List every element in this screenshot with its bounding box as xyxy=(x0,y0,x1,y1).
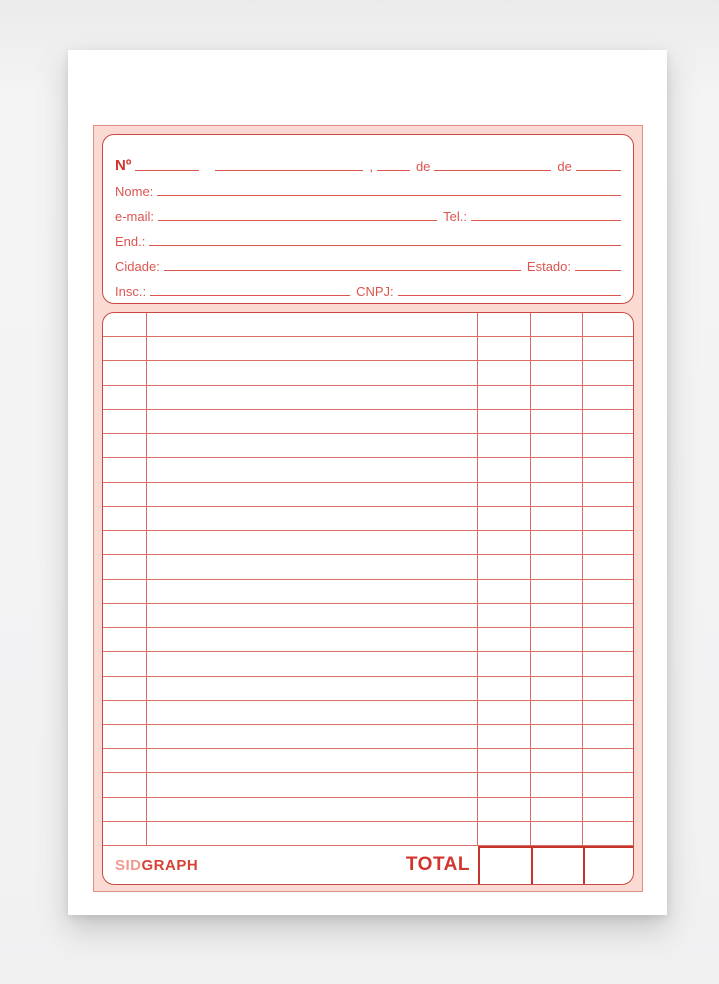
table-cell-amount xyxy=(583,798,633,821)
table-cell-quantity xyxy=(478,313,531,336)
header-row-insc-cnpj xyxy=(115,274,621,299)
email-label: e-mail: xyxy=(115,208,155,224)
nome-label: Nome: xyxy=(115,183,154,199)
table-row xyxy=(103,822,633,846)
footer-left xyxy=(103,846,478,884)
table-cell-description xyxy=(147,773,478,796)
table-cell-item-number xyxy=(103,458,147,481)
table-cell-quantity xyxy=(478,725,531,748)
table-cell-unit-price xyxy=(531,313,583,336)
end-blank-line xyxy=(149,244,621,246)
table-cell-amount xyxy=(583,361,633,384)
cidade-label: Cidade: xyxy=(115,258,160,274)
table-cell-quantity xyxy=(478,531,531,554)
table-row xyxy=(103,386,633,410)
table-cell-amount xyxy=(583,483,633,506)
table-footer xyxy=(103,846,633,884)
items-table xyxy=(102,312,634,885)
end-label: End.: xyxy=(115,233,146,249)
table-cell-item-number xyxy=(103,531,147,554)
table-cell-description xyxy=(147,313,478,336)
table-cell-description xyxy=(147,652,478,675)
table-cell-quantity xyxy=(478,386,531,409)
table-cell-unit-price xyxy=(531,337,583,360)
table-row xyxy=(103,507,633,531)
table-cell-unit-price xyxy=(531,798,583,821)
table-row xyxy=(103,531,633,555)
table-row xyxy=(103,725,633,749)
table-cell-item-number xyxy=(103,725,147,748)
table-rows xyxy=(103,313,633,846)
table-cell-description xyxy=(147,337,478,360)
table-cell-item-number xyxy=(103,628,147,651)
year-blank-line xyxy=(576,169,621,171)
tel-label: Tel.: xyxy=(443,208,467,224)
estado-label: Estado: xyxy=(526,258,571,274)
table-cell-description xyxy=(147,628,478,651)
table-cell-item-number xyxy=(103,701,147,724)
table-cell-item-number xyxy=(103,410,147,433)
table-row xyxy=(103,580,633,604)
header-row-cidade-estado xyxy=(115,249,621,274)
table-cell-description xyxy=(147,701,478,724)
table-cell-unit-price xyxy=(531,531,583,554)
comma-text: , xyxy=(369,158,373,174)
table-row xyxy=(103,604,633,628)
table-cell-amount xyxy=(583,410,633,433)
table-cell-quantity xyxy=(478,773,531,796)
table-cell-description xyxy=(147,531,478,554)
table-cell-quantity xyxy=(478,798,531,821)
table-cell-amount xyxy=(583,773,633,796)
header-row-nome xyxy=(115,174,621,199)
table-cell-unit-price xyxy=(531,701,583,724)
table-cell-item-number xyxy=(103,361,147,384)
table-cell-item-number xyxy=(103,822,147,845)
logo-sid-text: SID xyxy=(115,856,142,874)
table-cell-unit-price xyxy=(531,580,583,603)
table-cell-amount xyxy=(583,507,633,530)
table-cell-item-number xyxy=(103,386,147,409)
table-cell-description xyxy=(147,677,478,700)
table-cell-item-number xyxy=(103,749,147,772)
table-cell-quantity xyxy=(478,677,531,700)
table-row xyxy=(103,677,633,701)
table-cell-quantity xyxy=(478,580,531,603)
estado-blank-line xyxy=(575,269,621,271)
table-cell-description xyxy=(147,434,478,457)
table-cell-description xyxy=(147,580,478,603)
table-row xyxy=(103,458,633,482)
table-cell-quantity xyxy=(478,604,531,627)
table-cell-unit-price xyxy=(531,604,583,627)
table-cell-quantity xyxy=(478,749,531,772)
table-cell-quantity xyxy=(478,507,531,530)
table-row xyxy=(103,773,633,797)
table-cell-amount xyxy=(583,580,633,603)
table-cell-unit-price xyxy=(531,483,583,506)
day-blank-line xyxy=(377,169,410,171)
table-cell-amount xyxy=(583,458,633,481)
table-cell-quantity xyxy=(478,822,531,845)
logo-graph-text: GRAPH xyxy=(141,856,199,874)
table-cell-amount xyxy=(583,604,633,627)
table-row xyxy=(103,555,633,579)
table-cell-unit-price xyxy=(531,507,583,530)
table-row xyxy=(103,628,633,652)
table-cell-amount xyxy=(583,749,633,772)
table-cell-amount xyxy=(583,677,633,700)
table-cell-unit-price xyxy=(531,677,583,700)
table-cell-amount xyxy=(583,337,633,360)
table-cell-unit-price xyxy=(531,749,583,772)
table-cell-amount xyxy=(583,725,633,748)
table-row xyxy=(103,749,633,773)
table-cell-unit-price xyxy=(531,555,583,578)
table-cell-quantity xyxy=(478,337,531,360)
table-cell-unit-price xyxy=(531,725,583,748)
table-cell-quantity xyxy=(478,458,531,481)
nome-blank-line xyxy=(157,194,621,196)
table-cell-amount xyxy=(583,386,633,409)
table-cell-item-number xyxy=(103,604,147,627)
table-cell-item-number xyxy=(103,773,147,796)
table-cell-item-number xyxy=(103,677,147,700)
table-cell-unit-price xyxy=(531,628,583,651)
table-cell-unit-price xyxy=(531,773,583,796)
table-cell-unit-price xyxy=(531,434,583,457)
total-label: TOTAL xyxy=(405,854,470,875)
form-header-box xyxy=(102,134,634,304)
insc-label: Insc.: xyxy=(115,283,147,299)
table-cell-description xyxy=(147,822,478,845)
header-row-email-tel xyxy=(115,199,621,224)
table-row xyxy=(103,652,633,676)
table-row xyxy=(103,410,633,434)
table-cell-amount xyxy=(583,531,633,554)
cnpj-label: CNPJ: xyxy=(356,283,394,299)
table-cell-description xyxy=(147,410,478,433)
de-text-2: de xyxy=(557,158,572,174)
table-cell-quantity xyxy=(478,410,531,433)
table-cell-description xyxy=(147,798,478,821)
table-cell-description xyxy=(147,386,478,409)
table-cell-amount xyxy=(583,434,633,457)
table-cell-description xyxy=(147,555,478,578)
table-cell-item-number xyxy=(103,798,147,821)
paper-sheet xyxy=(68,50,667,915)
table-cell-item-number xyxy=(103,483,147,506)
number-blank-line xyxy=(135,169,199,171)
table-cell-description xyxy=(147,749,478,772)
table-row xyxy=(103,361,633,385)
total-cell-quantity xyxy=(478,846,531,884)
email-blank-line xyxy=(158,219,437,221)
table-cell-description xyxy=(147,725,478,748)
table-cell-unit-price xyxy=(531,652,583,675)
table-cell-unit-price xyxy=(531,458,583,481)
table-cell-description xyxy=(147,507,478,530)
table-cell-amount xyxy=(583,822,633,845)
header-row-number-date xyxy=(115,141,621,174)
insc-blank-line xyxy=(150,294,350,296)
table-cell-item-number xyxy=(103,434,147,457)
order-form xyxy=(93,125,643,892)
table-row xyxy=(103,483,633,507)
table-row xyxy=(103,434,633,458)
table-cell-quantity xyxy=(478,652,531,675)
total-cell-unit-price xyxy=(531,846,583,884)
table-cell-item-number xyxy=(103,555,147,578)
table-cell-quantity xyxy=(478,555,531,578)
table-cell-description xyxy=(147,604,478,627)
table-cell-unit-price xyxy=(531,822,583,845)
table-cell-description xyxy=(147,458,478,481)
table-cell-description xyxy=(147,483,478,506)
city-blank-line xyxy=(215,169,363,171)
de-text-1: de xyxy=(415,158,431,174)
table-row xyxy=(103,337,633,361)
table-cell-item-number xyxy=(103,652,147,675)
table-row xyxy=(103,313,633,337)
table-cell-quantity xyxy=(478,483,531,506)
cidade-blank-line xyxy=(164,269,521,271)
header-row-end xyxy=(115,224,621,249)
sidgraph-logo xyxy=(115,857,198,874)
table-cell-item-number xyxy=(103,313,147,336)
table-cell-quantity xyxy=(478,701,531,724)
table-cell-item-number xyxy=(103,507,147,530)
total-cell-amount xyxy=(583,846,633,884)
table-cell-quantity xyxy=(478,361,531,384)
table-cell-unit-price xyxy=(531,361,583,384)
tel-blank-line xyxy=(471,219,621,221)
table-row xyxy=(103,798,633,822)
number-label: Nº xyxy=(115,156,132,174)
table-cell-quantity xyxy=(478,434,531,457)
table-cell-unit-price xyxy=(531,410,583,433)
table-cell-amount xyxy=(583,701,633,724)
table-cell-item-number xyxy=(103,580,147,603)
table-cell-amount xyxy=(583,652,633,675)
table-cell-quantity xyxy=(478,628,531,651)
table-cell-amount xyxy=(583,555,633,578)
month-blank-line xyxy=(434,169,551,171)
table-cell-unit-price xyxy=(531,386,583,409)
table-cell-amount xyxy=(583,313,633,336)
table-cell-amount xyxy=(583,628,633,651)
table-cell-item-number xyxy=(103,337,147,360)
table-row xyxy=(103,701,633,725)
table-cell-description xyxy=(147,361,478,384)
cnpj-blank-line xyxy=(398,294,621,296)
